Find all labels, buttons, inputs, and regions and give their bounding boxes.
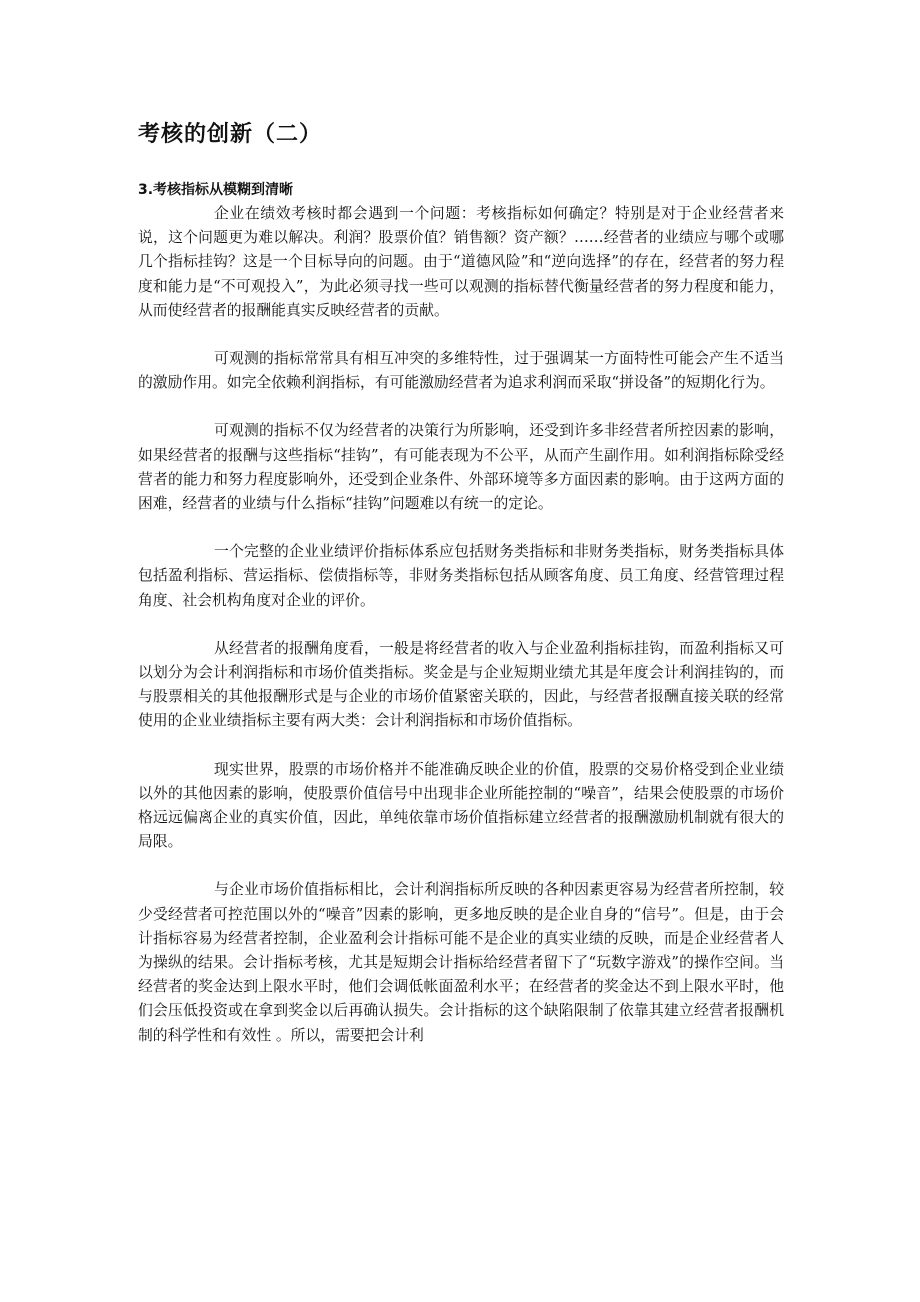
document-page (138, 118, 784, 1072)
paragraph-5: 从经营者的报酬角度看，一般是将经营者的收入与企业盈利指标挂钩，而盈利指标又可以划分为会计利润指标和市场价值类指标。奖金是与企业短期业绩尤其是年度会计利润挂钩的，而与股票相关的其他报酬形式是与企业的市场价值紧密关联的，因此，与经营者报酬直接关联的经常使用的企业业绩指标主要有两大类：会计利润指标和市场价值指标。 (138, 639, 784, 730)
paragraph-7: 与企业市场价值指标相比，会计利润指标所反映的各种因素更容易为经营者所控制，较少受经营者可控范围以外的“噪音”因素的影响，更多地反映的是企业自身的“信号”。但是，由于会计指标容易为经营者控制，企业盈利会计指标可能不是企业的真实业绩的反映，而是企业经营者人为操纵的结果。会计指标考核，尤其是短期会计指标给经营者留下了“玩数字游戏”的操作空间。当经营者的奖金达到上限水平时，他们会调低帐面盈利水平；在经营者的奖金达不到上限水平时，他们会压低投资或在拿到奖金以后再确认损失。会计指标的这个缺陷限制了依靠其建立经营者报酬机制的科学性和有效性 。所以，需要把会计利 (138, 881, 784, 1044)
paragraph-2: 可观测的指标常常具有相互冲突的多维特性，过于强调某一方面特性可能会产生不适当的激励作用。如完全依赖利润指标，有可能激励经营者为追求利润而采取“拼设备”的短期化行为。 (138, 350, 784, 392)
paragraph-3: 可观测的指标不仅为经营者的决策行为所影响，还受到许多非经营者所控因素的影响，如果经营者的报酬与这些指标“挂钩”，有可能表现为不公平，从而产生副作用。如利润指标除受经营者的能力和努力程度影响外，还受到企业条件、外部环境等多方面因素的影响。由于这两方面的困难，经营者的业绩与什么指标“挂钩”问题难以有统一的定论。 (138, 422, 784, 513)
paragraph-1: 企业在绩效考核时都会遇到一个问题：考核指标如何确定？特别是对于企业经营者来说，这个问题更为难以解决。利润？股票价值？销售额？资产额？……经营者的业绩应与哪个或哪几个指标挂钩？这是一个目标导向的问题。由于“道德风险”和“逆向选择”的存在，经营者的努力程度和能力是“不可观投入”，为此必须寻找一些可以观测的指标替代衡量经营者的努力程度和能力，从而使经营者的报酬能真实反映经营者的贡献。 (138, 205, 784, 319)
paragraph-4: 一个完整的企业业绩评价指标体系应包括财务类指标和非财务类指标，财务类指标具体包括盈利指标、营运指标、偿债指标等，非财务类指标包括从顾客角度、员工角度、经营管理过程角度、社会机构角度对企业的评价。 (138, 543, 784, 609)
section-heading: 3.考核指标从模糊到清晰 (138, 182, 294, 198)
paragraph-6: 现实世界，股票的市场价格并不能准确反映企业的价值，股票的交易价格受到企业业绩以外的其他因素的影响，使股票价值信号中出现非企业所能控制的“噪音”，结果会使股票的市场价格远远偏离企业的真实价值，因此，单纯依靠市场价值指标建立经营者的报酬激励机制就有很大的局限。 (138, 760, 784, 851)
document-title: 考核的创新（二） (138, 122, 323, 147)
